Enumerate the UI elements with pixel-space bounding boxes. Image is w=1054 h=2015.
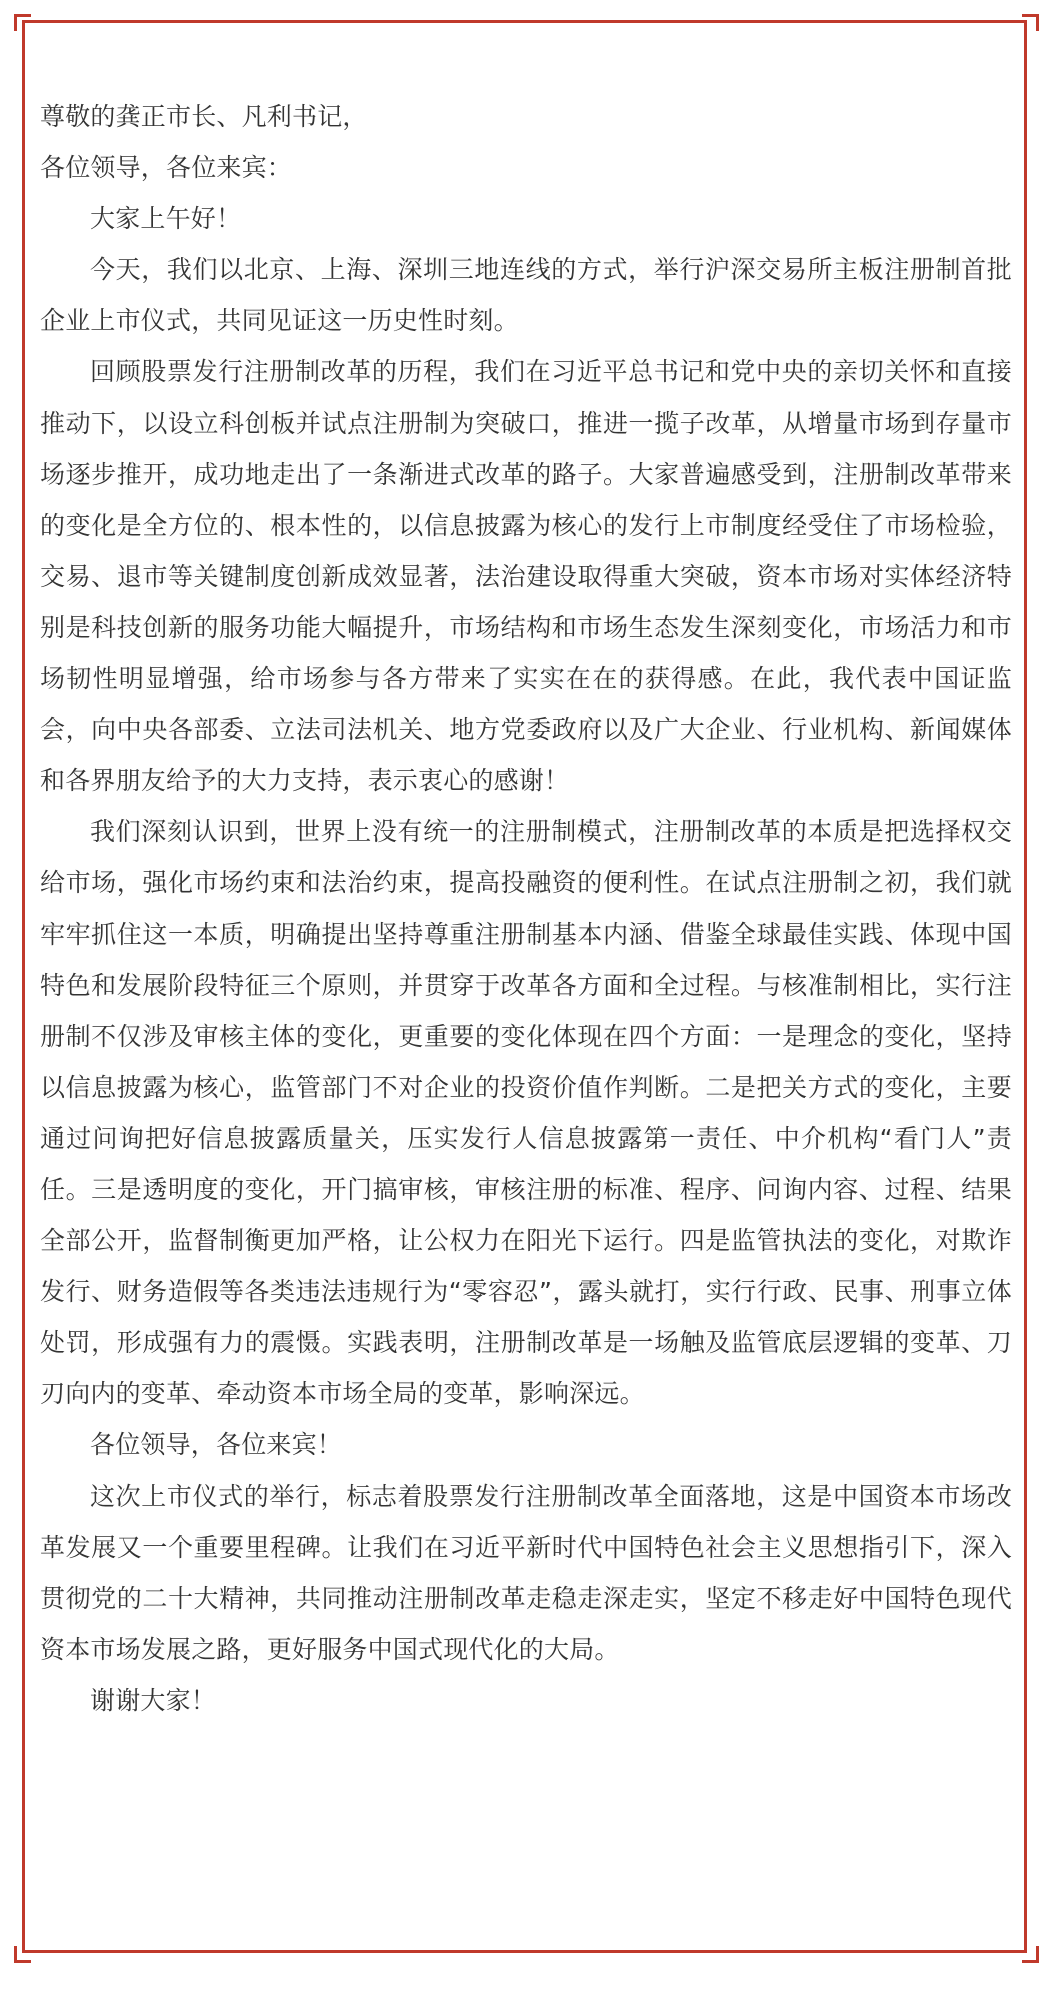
thanks-paragraph: 谢谢大家！ — [90, 1685, 217, 1715]
salutation-line-1: 尊敬的龚正市长、凡利书记， — [40, 102, 368, 131]
speech-body — [40, 91, 1012, 1726]
salutation-line-2: 各位领导，各位来宾： — [40, 153, 293, 183]
frame-corner-top-left — [14, 14, 31, 31]
opening-paragraph: 今天，我们以北京、上海、深圳三地连线的方式，举行沪深交易所主板注册制首批企业上市仪式，共同见证这一历史性时刻。 — [40, 255, 1012, 336]
greeting-paragraph: 大家上午好！ — [90, 204, 242, 234]
frame-corner-top-right — [1022, 14, 1039, 31]
address-paragraph: 各位领导，各位来宾！ — [90, 1430, 343, 1460]
essence-paragraph: 我们深刻认识到，世界上没有统一的注册制模式，注册制改革的本质是把选择权交给市场，强化市场约束和法治约束，提高投融资的便利性。在试点注册制之初，我们就牢牢抓住这一本质，明确提出坚持尊重注册制基本内涵、借鉴全球最佳实践、体现中国特色和发展阶段特征三个原则，并贯穿于改革各方面和全过程。与核准制相比，实行注册制不仅涉及审核主体的变化，更重要的变化体现在四个方面：一是理念的变化，坚持以信息披露为核心，监管部门不对企业的投资价值作判断。二是把关方式的变化，主要通过问询把好信息披露质量关，压实发行人信息披露第一责任、中介机构“看门人”责任。三是透明度的变化，开门搞审核，审核注册的标准、程序、问询内容、过程、结果全部公开，监督制衡更加严格，让公权力在阳光下运行。四是监管执法的变化，对欺诈发行、财务造假等各类违法违规行为“零容忍”，露头就打，实行行政、民事、刑事立体处罚，形成强有力的震慑。实践表明，注册制改革是一场触及监管底层逻辑的变革、刀刃向内的变革、牵动资本市场全局的变革，影响深远。 — [40, 817, 1012, 1409]
closing-paragraph: 这次上市仪式的举行，标志着股票发行注册制改革全面落地，这是中国资本市场改革发展又一个重要里程碑。让我们在习近平新时代中国特色社会主义思想指引下，深入贯彻党的二十大精神，共同推动注册制改革走稳走深走实，坚定不移走好中国特色现代资本市场发展之路，更好服务中国式现代化的大局。 — [40, 1481, 1012, 1664]
review-paragraph: 回顾股票发行注册制改革的历程，我们在习近平总书记和党中央的亲切关怀和直接推动下，以设立科创板并试点注册制为突破口，推进一揽子改革，从增量市场到存量市场逐步推开，成功地走出了一条渐进式改革的路子。大家普遍感受到，注册制改革带来的变化是全方位的、根本性的，以信息披露为核心的发行上市制度经受住了市场检验，交易、退市等关键制度创新成效显著，法治建设取得重大突破，资本市场对实体经济特别是科技创新的服务功能大幅提升，市场结构和市场生态发生深刻变化，市场活力和市场韧性明显增强，给市场参与各方带来了实实在在的获得感。在此，我代表中国证监会，向中央各部委、立法司法机关、地方党委政府以及广大企业、行业机构、新闻媒体和各界朋友给予的大力支持，表示衷心的感谢！ — [40, 357, 1012, 796]
frame-corner-bottom-right — [1022, 1946, 1039, 1963]
frame-corner-bottom-left — [14, 1946, 31, 1963]
